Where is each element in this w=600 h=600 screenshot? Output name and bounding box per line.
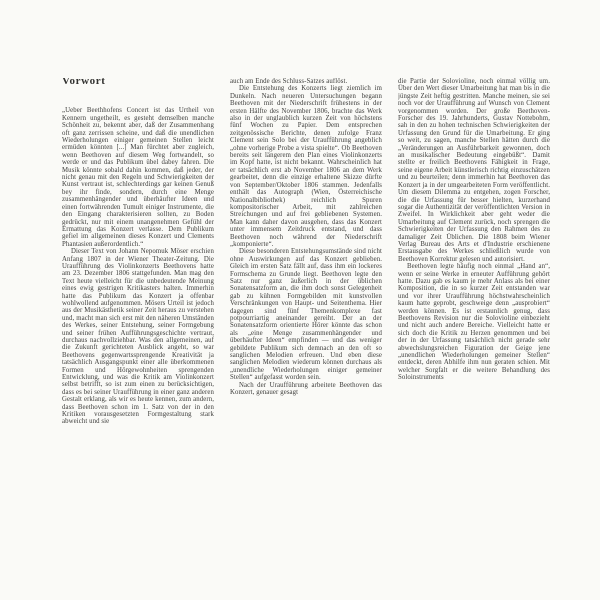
paragraph: Diese besonderen Entstehungsumstände sind nicht ohne Auswirkungen auf das Konzert geblieben. Gleich im ersten Satz fällt auf, dass ihm ein lockeres Formschema zu Grunde liegt. Beethoven legte den Satz nur ganz äußerlich in der üblichen Sonatensatzform an, die ihm doch sonst Gelegenheit gab zu kühnen Formgebilden mit kunstvollen Verschränkungen von Haupt- und Seitenthema. Hier dagegen sind fünf Themenkomplexe fast potpourriartig aneinander gereiht. Der an der Sonatensatzform orientierte Hörer könnte das schon als „eine Menge zusammenhängender und überhäufter Ideen“ empfinden — und das weniger gebildete Publikum sich demnach an den oft so sanglichen Melodien erfreuen. Und eben diese sanglichen Melodien wiederum können durchaus als „unendliche Wiederholungen einiger gemeiner Stellen“ aufgefasst worden sein.	[230, 248, 382, 382]
paragraph: „Ueber Beethhofens Concert ist das Urtheil von Kennern ungetheilt, es gesteht demselben manche Schönheit zu, bekennt aber, daß der Zusammenhang oft ganz zerrissen scheine, und daß die unendlichen Wiederholungen einiger gemeinen Stellen leicht ermüden könnten [...] Man fürchtet aber zugleich, wenn Beethoven auf diesem Weg fortwandelt, so werde er und das Publikum übel dabey fahren. Die Musik könnte sobald dahin kommen, daß jeder, der nicht genau mit den Regeln und Schwierigkeiten der Kunst vertraut ist, schlechterdings gar keinen Genuß bey ihr finde, sondern, durch eine Menge zusammenhängender und überhäufter Ideen und einen fortwährenden Tumult einiger Instrumente, die den Eingang charakterisieren sollten, zu Boden gedrückt, nur mit einem unangenehmen Gefühl der Ermattung das Konzert verlasse. Dem Publikum gefiel im allgemeinen dieses Konzert und Clements Phantasien außerordentlich.“	[62, 107, 214, 248]
column-2-body	[230, 78, 382, 396]
text-column-1	[62, 78, 214, 548]
text-column-3	[398, 78, 550, 548]
page-title: Vorwort	[62, 78, 106, 87]
text-columns	[62, 78, 550, 548]
paragraph: Die Entstehung des Konzerts liegt ziemlich im Dunkeln. Nach neueren Untersuchungen begann Beethoven mit der Niederschrift frühestens in der ersten Hälfte des November 1806, brachte das Werk also in der unglaublich kurzen Zeit von höchstens fünf Wochen zu Papier. Dem entsprechen zeitgenössische Berichte, denen zufolge Franz Clement sein Solo bei der Uraufführung angeblich „ohne vorherige Probe a vista spielte“. Ob Beethoven bereits seit längerem den Plan eines Violinkonzerts im Kopf hatte, ist nicht bekannt. Wahrscheinlich hat er tatsächlich erst ab November 1806 an dem Werk gearbeitet, denn die einzige erhaltene Skizze dürfte von September/Oktober 1806 stammen. Jedenfalls enthält das Autograph (Wien, Österreichische Nationalbibliothek) reichlich Spuren kompositorischer Arbeit, mit zahlreichen Streichungen und auf frei gebliebenen Systemen. Man kann daher davon ausgehen, dass das Konzert unter immensem Zeitdruck entstand, und dass Beethoven noch während der Niederschrift „komponierte“.	[230, 85, 382, 248]
column-1-body	[62, 107, 214, 425]
paragraph: Beethoven legte häufig noch einmal „Hand an“, wenn er seine Werke in erneuter Aufführung gehört hatte. Dazu gab es kaum je mehr Anlass als bei einer Komposition, die in so kurzer Zeit entstanden war und vor ihrer Uraufführung höchstwahrscheinlich kaum hatte geprobt, geschweige denn „ausprobiert“ werden können. Es ist erstaunlich genug, dass Beethovens Revision nur die Solovioline einbezieht und nicht auch andere Bereiche. Vielleicht hatte er sich doch die Kritik zu Herzen genommen und bei der in der Urfassung tatsächlich nicht gerade sehr abwechslungsreichen Figuration der Geige jene „unendlichen Wiederholungen gemeiner Stellen“ entdeckt, deren Abhilfe ihm nun geraten schien. Mit welcher Sorgfalt er die weitere Behandlung des Soloinstruments	[398, 263, 550, 382]
paragraph: auch am Ende des Schluss-Satzes auflöst.	[230, 78, 348, 85]
paragraph: die Partie der Solovioline, noch einmal völlig um. Über den Wert dieser Umarbeitung hat man bis in die jüngste Zeit heftig gestritten. Manche meinen, sie sei noch vor der Uraufführung auf Wunsch von Clement vorgenommen worden. Der große Beethoven-Forscher des 19. Jahrhunderts, Gustav Nottebohm, sah in den zu hohen technischen Schwierigkeiten der Urfassung den Grund für die Umarbeitung. Er ging so weit, zu sagen, manche Stellen hätten durch die „Veränderungen an Ausführbarkeit gewonnen, doch an musikalischer Bedeutung eingebüßt“. Damit stellte er freilich Beethovens Fähigkeit in Frage, seine eigene Arbeit künstlerisch richtig einzuschätzen und zu beurteilen; denn immerhin hat Beethoven das Konzert ja in der umgearbeiteten Form veröffentlicht. Um diesem Dilemma zu entgehen, zogen Forscher, die die Urfassung für besser hielten, kurzerhand sogar die Authentizität der veröffentlichten Version in Zweifel. In Wirklichkeit aber geht weder die Umarbeitung auf Clement zurück, noch sprengen die Schwierigkeiten der Urfassung den Rahmen des zu damaliger Zeit Üblichen. Die 1808 beim Wiener Verlag Bureau des Arts et d'Industrie erschienene Erstausgabe des Werkes schließlich wurde von Beethoven Korrektur gelesen und autorisiert.	[398, 78, 550, 263]
paragraph: Dieser Text von Johann Nepomuk Möser erschien Anfang 1807 in der Wiener Theater-Zeitung. Die Uraufführung des Violinkonzerts Beethovens hatte am 23. Dezember 1806 stattgefunden. Man mag den Text heute vielleicht für die unbedeutende Meinung eines ewig gestrigen Kritikasters halten. Immerhin hatte das Publikum das Konzert ja offenbar wohlwollend aufgenommen. Mösers Urteil ist jedoch aus der Musikästhetik seiner Zeit heraus zu verstehen und, macht man sich erst mit den näheren Umständen des Werkes, seiner Entstehung, seiner Formgebung und seiner frühen Aufführungsgeschichte vertraut, durchaus nachvollziehbar. Was den allgemeinen, auf die Zukunft gerichteten Ausblick angeht, so war Beethovens gegenwartssprengende Kreativität ja tatsächlich Ausgangspunkt einer alle überkommenen Formen und Hörgewohnheiten sprengenden Entwicklung, und was die Kritik am Violinkonzert selbst betrifft, so ist zum einen zu berücksichtigen, dass es bei seiner Uraufführung in einer ganz anderen Gestalt erklang, als wir es heute kennen, zum andern, dass Beethoven schon im 1. Satz von der in den Kritiken vorausgesetzten Formgestaltung stark abweicht und sie	[62, 248, 214, 426]
text-column-2	[230, 78, 382, 548]
paragraph: Nach der Uraufführung arbeitete Beethoven das Konzert, genauer gesagt	[230, 381, 382, 397]
column-3-body	[398, 78, 550, 382]
